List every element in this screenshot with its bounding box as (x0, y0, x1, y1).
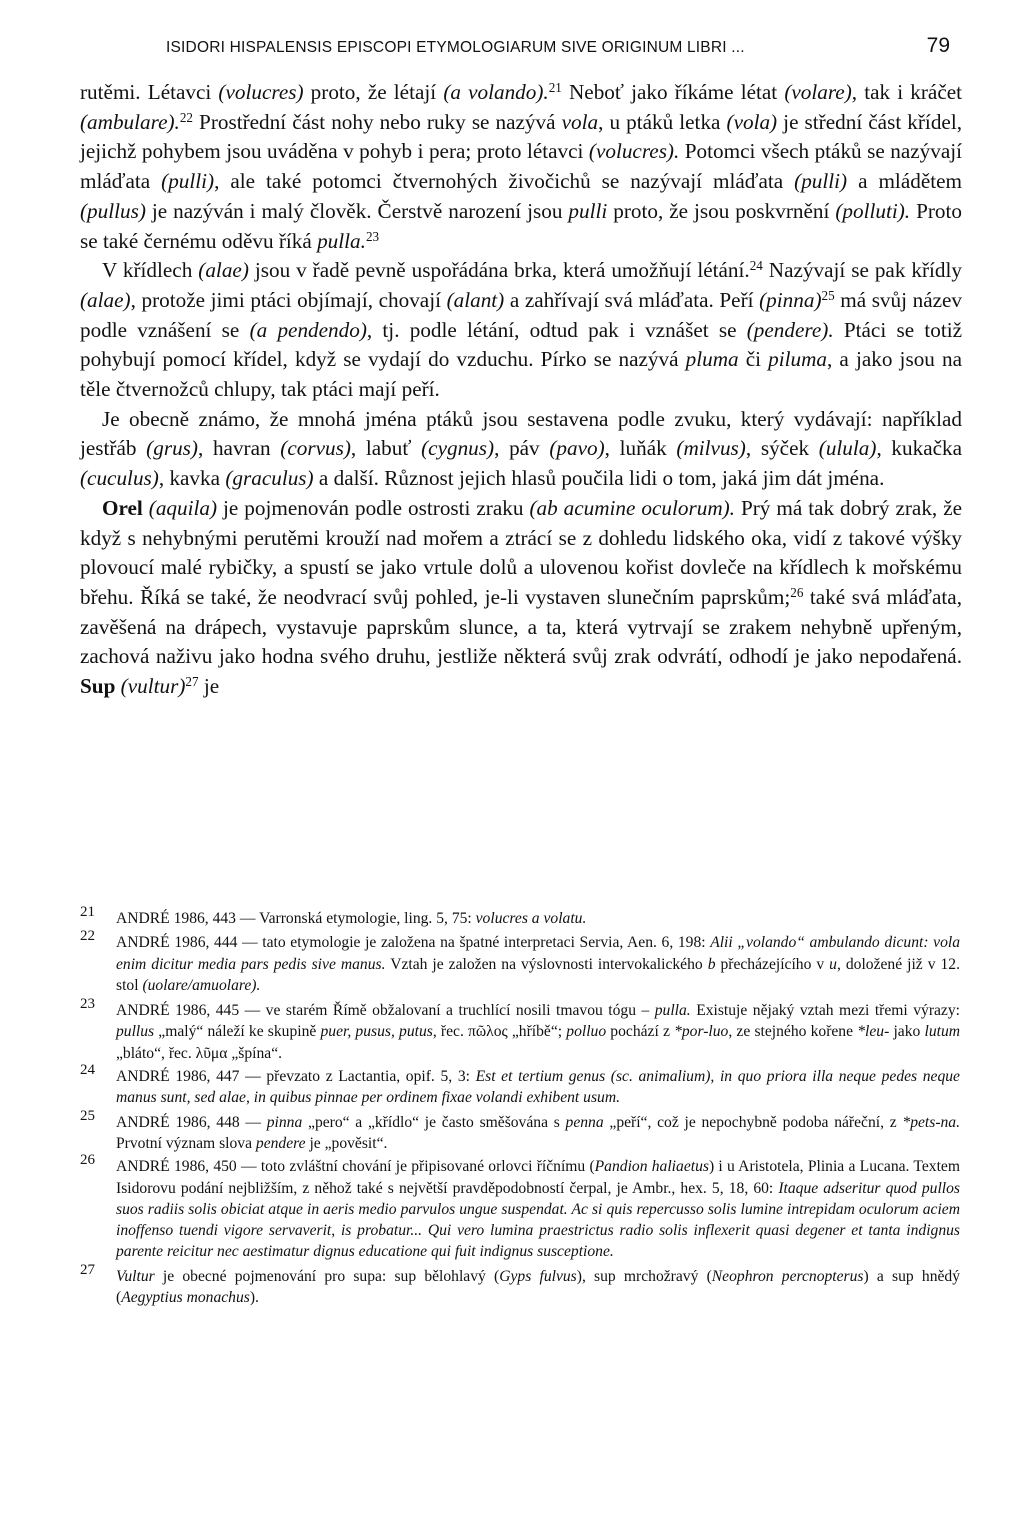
text-run: pochází z (606, 1023, 675, 1041)
italic-term: (corvus) (280, 436, 351, 461)
text-run: , řec. πῶλος „hříbě“; (432, 1023, 567, 1041)
footnote-text (116, 932, 960, 996)
bold-term: Orel (102, 495, 143, 520)
footnote (80, 1107, 961, 1155)
text-run: je „pověsit“. (305, 1134, 388, 1152)
footnote-ref: 23 (365, 228, 380, 244)
italic-term: (alae) (198, 258, 249, 283)
text-run: , sýček (745, 436, 819, 461)
text-run: přecházejícího v (715, 955, 830, 973)
footnote (80, 1152, 960, 1262)
italic-term: pluma (685, 347, 739, 372)
text-run: má svůj název podle vznášení se (80, 287, 962, 342)
text-run: či (738, 347, 769, 372)
italic-term: Neophron percnopterus (711, 1267, 864, 1285)
italic-term: Vultur (116, 1267, 155, 1285)
text-run: je obecné pojmenování pro supa: sup bělohlavý ( (154, 1267, 500, 1285)
paragraph (80, 256, 962, 405)
italic-term: lutum (924, 1023, 961, 1041)
footnote-ref: 22 (179, 109, 193, 125)
italic-term: (vultur) (120, 674, 186, 699)
italic-term: (ab acumine oculorum). (529, 495, 735, 520)
text-run: ANDRÉ 1986, 443 — Varronská etymologie, ling. 5, 75: (116, 910, 476, 927)
page-header (80, 34, 962, 74)
italic-term: pulla. (317, 228, 366, 253)
italic-term: (pendere). (746, 317, 834, 342)
footnote-number: 23 (80, 996, 95, 1013)
text-run: ANDRÉ 1986, 445 — ve starém Římě obžalovaní a truchlící nosili tmavou tógu – (116, 1002, 655, 1020)
italic-term: *por-luo (674, 1023, 729, 1041)
text-run: proto, že jsou poskvrnění (607, 198, 836, 223)
text-run: a mládětem (847, 169, 962, 194)
paragraph (80, 494, 962, 702)
footnote-number: 25 (80, 1107, 95, 1124)
footnote-text (116, 1066, 960, 1109)
text-run: „bláto“, řec. λῦμα „špína“. (116, 1044, 283, 1062)
text-run: , tak i kráčet (851, 80, 963, 104)
text-run: Proto se také černému oděvu říká (80, 198, 962, 253)
italic-term: (vola) (726, 109, 778, 134)
footnote-number: 27 (80, 1261, 95, 1278)
footnote-number: 24 (80, 1062, 95, 1079)
text-run: , ale také potomci čtvernohých živočichů se nazývají mláďata (214, 169, 795, 194)
text-run: Prvotní význam slova (116, 1134, 256, 1152)
italic-term: u (829, 955, 837, 973)
italic-term: pulla. (654, 1002, 691, 1020)
italic-term: pulli (568, 198, 608, 223)
footnote-ref: 24 (749, 258, 763, 273)
italic-term: Aegyptius monachus (121, 1289, 250, 1307)
italic-term: (a volando). (443, 80, 549, 104)
italic-term: pinna (266, 1113, 303, 1131)
text-run: , u ptáků letka (598, 109, 727, 134)
footnotes (80, 904, 961, 1308)
text-run: Vztah je založen na výslovnosti intervokalického (385, 955, 708, 973)
italic-term: (alant) (446, 287, 505, 312)
footnote-ref: 21 (548, 79, 562, 95)
italic-term: Est et tertium genus (sc. animalium), in quo priora illa neque pedes neque manus sunt, sed alae, in quibus pinnae per ordinem fixae volandi exhibent usum. (116, 1068, 960, 1107)
italic-term: (pulli) (161, 169, 215, 194)
text-run: , luňák (604, 436, 677, 461)
footnote-ref: 27 (185, 673, 199, 689)
italic-term: (grus) (146, 436, 198, 461)
text-run: , protože jimi ptáci objímají, chovají (130, 287, 447, 312)
text-run: ) a sup hnědý ( (116, 1267, 961, 1307)
text-run: ), sup mrchožravý ( (576, 1267, 712, 1285)
text-run: , a jako jsou na těle čtvernožců chlupy, tak ptáci mají peří. (80, 347, 963, 402)
footnote-text (116, 908, 960, 929)
text-run: jsou v řadě pevně uspořádána brka, která umožňují létání. (248, 258, 750, 283)
running-title: ISIDORI HISPALENSIS EPISCOPI ETYMOLOGIARUM SIVE ORIGINUM LIBRI ... (166, 39, 745, 56)
text-run: Existuje nějaký vztah mezi třemi výrazy: (690, 1002, 960, 1020)
italic-term: Pandion haliaetus (594, 1158, 709, 1176)
italic-term: piluma (768, 347, 827, 372)
text-run: je nazýván i malý člověk. Čerstvě narození jsou (145, 198, 569, 223)
text-run: Neboť jako říkáme létat (561, 80, 785, 104)
italic-term: Gyps fulvus (499, 1267, 577, 1285)
italic-term: *leu- (857, 1023, 890, 1041)
italic-term: (uolare/amuolare). (142, 976, 261, 994)
italic-term: (polluti). (835, 198, 911, 223)
italic-term: Alii „volando“ ambulando dicunt: vola enim dicitur media pars pedis sive manus. (116, 934, 960, 973)
italic-term: b (707, 955, 716, 973)
text-run: ANDRÉ 1986, 448 — (116, 1113, 267, 1131)
italic-term: (volucres). (588, 139, 680, 164)
italic-term: (pavo) (549, 436, 605, 461)
text-run: Ptáci se totiž pohybují pomocí křídel, když se vydají do vzduchu. Pírko se nazývá (80, 317, 963, 372)
text-run: Potomci všech ptáků se nazývají mláďata (80, 139, 962, 194)
text-run: jako (889, 1023, 925, 1041)
italic-term: (aquila) (148, 495, 218, 520)
footnote (80, 1062, 960, 1109)
italic-term: penna (565, 1113, 604, 1131)
text-run: je (198, 674, 220, 699)
text-run: je střední část křídel, jejichž pohybem jsou uváděna v pohyb i pera; proto létavci (80, 109, 962, 164)
text-run: proto, že létají (303, 80, 444, 104)
text-run: ). (249, 1289, 259, 1307)
text-run: , tj. podle létání, odtud pak i vznášet se (366, 317, 747, 342)
italic-term: pendere (255, 1134, 306, 1152)
text-run: ANDRÉ 1986, 450 — toto zvláštní chování je připisované orlovci říčnímu ( (116, 1158, 595, 1176)
text-run: „pero“ a „křídlo“ je často směšována s (302, 1113, 566, 1131)
text-run: , kavka (158, 466, 226, 491)
text-run: také svá mláďata, zavěšená na drápech, vystavuje paprskům slunce, a ta, která vytrvají se zrakem nehybně upřeným, zachová naživu jako hodna svého druhu, jestliže některá svůj zrak odvrátí, odhodí je jako nepodařená. (80, 584, 962, 669)
text-run: „malý“ náleží ke skupině (154, 1023, 321, 1041)
text-run: , páv (494, 436, 550, 461)
footnote-text (116, 1112, 960, 1155)
footnote-ref: 26 (790, 584, 804, 600)
italic-term: (ambulare). (80, 109, 180, 134)
italic-term: Itaque adseritur quod pullos suos radiis solis obiciat atque in aeris medio parvulos ungue suspendat. Ac si quis repercusso solis lumine intrepidam oculorum aciem inoffenso tuendi vigore servaverit, is probatur... Qui vero lumina praestrictus radio solis inflexerit quasi degener et tanta indignus parente reicitur nec aestimatur dignus educatione qui fuit indignus susceptione. (116, 1179, 960, 1261)
text-run: Prostřední část nohy nebo ruky se nazývá (192, 109, 562, 134)
text-run: ANDRÉ 1986, 447 — převzato z Lactantia, opif. 5, 3: (116, 1068, 476, 1086)
text-run: , doložené již v 12. stol (116, 955, 961, 994)
text-run: Nazývají se pak křídly (762, 258, 962, 283)
italic-term: (cuculus) (80, 466, 159, 491)
italic-term: (milvus) (676, 436, 746, 461)
text-run: ) i u Aristotela, Plinia a Lucana. Textem Isidorovu podání nejbližším, z něhož také s největší pravděpodobností čerpal, je Ambr., hex. 5, 18, 60: (116, 1158, 960, 1197)
text-run: ANDRÉ 1986, 444 — tato etymologie je založena na špatné interpretaci Servia, Aen. 6, 198: (116, 934, 711, 952)
italic-term: puer, pusus, putus (320, 1023, 433, 1041)
italic-term: vola (561, 109, 599, 134)
page-number: 79 (926, 34, 950, 57)
italic-term: (pinna) (759, 287, 822, 312)
footnote-text (116, 1000, 960, 1064)
italic-term: polluo (566, 1023, 607, 1041)
italic-term: pullus (116, 1023, 155, 1041)
text-run: „peří“, což je nepochybně podoba nářeční, z (603, 1113, 903, 1131)
main-text (80, 78, 962, 702)
italic-term: volucres a volatu. (475, 910, 587, 927)
italic-term: (alae) (80, 287, 131, 312)
text-run: , kukačka (876, 436, 963, 461)
italic-term: (pulli) (794, 169, 848, 194)
bold-term: Sup (80, 674, 116, 699)
text-run: je pojmenován podle ostrosti zraku (217, 495, 530, 520)
text-run: rutěmi. Létavci (80, 80, 219, 104)
italic-term: (graculus) (225, 466, 314, 491)
italic-term: *pets-na. (902, 1113, 961, 1131)
footnote (80, 1261, 961, 1309)
italic-term: (pullus) (80, 198, 146, 223)
footnote (80, 904, 960, 929)
footnote-number: 22 (80, 928, 95, 945)
text-run: Prý má tak dobrý zrak, že když s nehybnými perutěmi krouží nad mořem a ztrácí se z dohledu lidského oka, vidí z takové výšky plovoucí malé rybičky, a spustí se jako vrtule dolů a ulovenou kořist dovleče na křídlech k mořskému břehu. Říká se také, že neodvrací svůj pohled, je-li vystaven slunečním paprskům; (80, 495, 963, 609)
italic-term: (volucres) (218, 80, 304, 104)
text-run: a zahřívají svá mláďata. Peří (504, 287, 760, 312)
footnote (80, 928, 961, 996)
text-run: V křídlech (102, 258, 199, 283)
footnote-number: 21 (80, 904, 95, 920)
footnote (80, 996, 961, 1064)
footnote-number: 26 (80, 1152, 95, 1169)
text-run: , ze stejného kořene (728, 1023, 858, 1041)
italic-term: (volare) (784, 80, 852, 104)
footnote-text (116, 1266, 960, 1309)
text-run: , labuť (350, 436, 422, 461)
footnote-text (116, 1156, 960, 1262)
paragraph (80, 78, 962, 256)
text-run: , havran (197, 436, 281, 461)
text-run: a další. Různost jejich hlasů poučila lidi o tom, jaká jim dát jména. (313, 466, 885, 491)
text-run: Je obecně známo, že mnohá jména ptáků jsou sestavena podle zvuku, který vydávají: například jestřáb (80, 406, 962, 461)
paragraph (80, 405, 962, 494)
italic-term: (cygnus) (421, 436, 495, 461)
italic-term: (ulula) (818, 436, 877, 461)
footnote-ref: 25 (821, 287, 835, 303)
italic-term: (a pendendo) (249, 317, 367, 342)
